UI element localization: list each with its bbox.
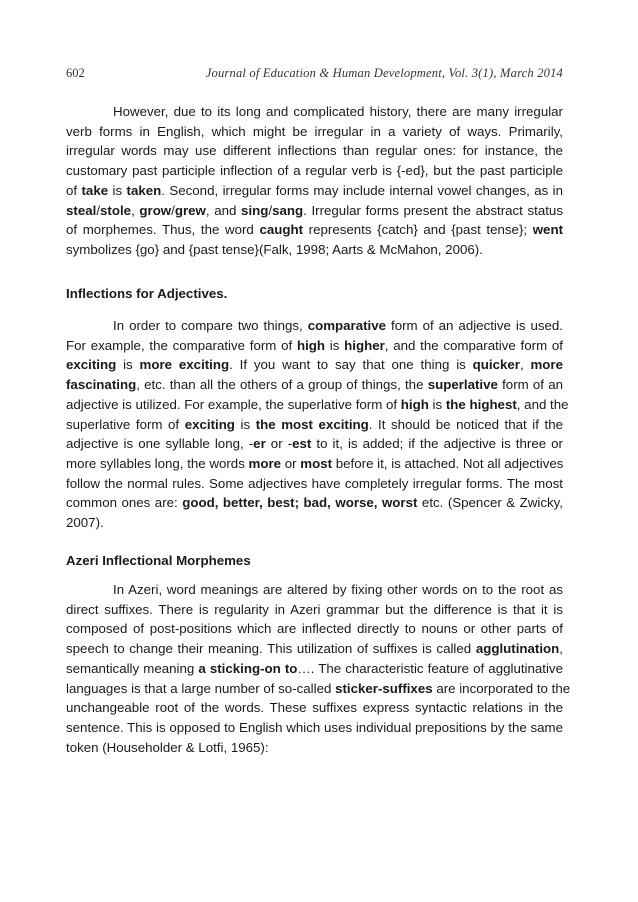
text-run: sentence. This is opposed to English which uses individual prepositions by the same bbox=[66, 719, 563, 735]
text-line bbox=[66, 102, 563, 122]
text-run: is bbox=[325, 337, 345, 353]
text-line bbox=[66, 454, 563, 474]
text-run: . Irregular forms present the abstract status bbox=[303, 202, 563, 218]
text-run: , and the comparative form of bbox=[384, 337, 563, 353]
bold-term: high bbox=[400, 396, 429, 412]
bold-term: grew bbox=[174, 202, 206, 218]
text-line bbox=[66, 220, 563, 240]
text-run: are incorporated to the bbox=[432, 680, 571, 696]
text-run: . Second, irregular forms may include internal vowel changes, as in bbox=[161, 182, 563, 198]
text-run: or bbox=[281, 455, 301, 471]
text-run: adjective is one syllable long, - bbox=[66, 436, 254, 452]
text-line bbox=[66, 659, 563, 679]
bold-term: steal bbox=[66, 202, 97, 218]
text-line bbox=[66, 161, 563, 181]
bold-term: superlative bbox=[427, 377, 498, 393]
text-run: etc. (Spencer & Zwicky, bbox=[417, 495, 563, 511]
text-line bbox=[66, 639, 563, 659]
bold-term: the highest bbox=[445, 396, 517, 412]
text-run: speech to change their meaning. This utilization of suffixes is called bbox=[66, 641, 476, 657]
bold-term: caught bbox=[259, 222, 304, 238]
bold-term: sing bbox=[241, 202, 269, 218]
text-run: direct suffixes. There is regularity in Azeri grammar but the difference is that it is bbox=[66, 601, 563, 617]
text-line bbox=[66, 395, 569, 415]
text-run: unchangeable root of the words. These suffixes express syntactic relations in the bbox=[66, 700, 563, 716]
text-run: , etc. than all the others of a group of things, the bbox=[136, 377, 428, 393]
bold-term: sticker-suffixes bbox=[335, 680, 433, 696]
text-run: In order to compare two things, bbox=[113, 318, 308, 333]
text-line bbox=[66, 513, 563, 533]
bold-term: more bbox=[248, 455, 282, 471]
text-line bbox=[66, 580, 563, 600]
text-run: is bbox=[428, 396, 446, 412]
text-run: token (Householder & Lotfi, 1965): bbox=[66, 739, 269, 755]
text-run: is bbox=[234, 416, 256, 432]
bold-term: stole bbox=[100, 202, 132, 218]
text-run: form of an adjective is used. bbox=[386, 318, 563, 333]
text-run: is bbox=[116, 357, 140, 373]
text-run: In Azeri, word meanings are altered by fixing other words on to the root as bbox=[113, 582, 563, 597]
text-run: 2007). bbox=[66, 515, 104, 531]
text-line bbox=[66, 122, 563, 142]
text-run: superlative form of bbox=[66, 416, 185, 432]
bold-term: agglutination bbox=[475, 641, 560, 657]
bold-term: quicker bbox=[472, 357, 520, 373]
text-line bbox=[66, 355, 563, 375]
bold-term: higher bbox=[344, 337, 385, 353]
text-line bbox=[66, 201, 563, 221]
running-header bbox=[66, 66, 563, 82]
text-run: represents {catch} and {past tense}; bbox=[303, 222, 533, 238]
text-run: form of an bbox=[497, 377, 564, 393]
text-run: . It should be noticed that if the bbox=[368, 416, 563, 432]
text-line bbox=[66, 738, 563, 758]
text-run: symbolizes {go} and {past tense}(Falk, 1998; Aarts & McMahon, 2006). bbox=[66, 241, 483, 257]
text-run: of bbox=[66, 182, 82, 198]
bold-term: went bbox=[532, 222, 564, 238]
bold-term: most bbox=[300, 455, 333, 471]
text-line bbox=[66, 434, 563, 454]
section-heading-azeri: Azeri Inflectional Morphemes bbox=[66, 553, 251, 568]
text-run: before it, is attached. Not all adjectives bbox=[332, 455, 564, 471]
text-run: semantically meaning bbox=[66, 660, 199, 676]
bold-term: the most exciting bbox=[255, 416, 369, 432]
bold-term: exciting bbox=[184, 416, 235, 432]
page-number: 602 bbox=[66, 66, 85, 80]
paragraph-azeri-morphemes bbox=[66, 580, 571, 757]
section-heading-adjectives: Inflections for Adjectives. bbox=[66, 286, 228, 301]
text-line bbox=[66, 600, 563, 620]
text-line bbox=[66, 375, 563, 395]
text-run: irregular words may use different inflections than regular ones: for instance, the bbox=[66, 143, 563, 159]
text-run: / bbox=[96, 202, 101, 218]
text-run: to it, is added; if the adjective is three or bbox=[311, 436, 563, 452]
text-run: , bbox=[131, 202, 140, 218]
bold-term: exciting bbox=[66, 357, 117, 373]
text-run: verb forms in English, which might be irregular in a variety of ways. Primarily, bbox=[66, 123, 563, 139]
bold-term: high bbox=[296, 337, 326, 353]
paragraph-adjectives bbox=[66, 316, 569, 533]
bold-term: a sticking-on to bbox=[198, 660, 298, 676]
text-line bbox=[66, 474, 563, 494]
bold-term: er bbox=[253, 436, 266, 452]
text-line bbox=[66, 679, 571, 699]
journal-title: Journal of Education & Human Development, Vol. 3(1), March 2014 bbox=[205, 66, 563, 80]
bold-term: est bbox=[292, 436, 312, 452]
text-line bbox=[66, 718, 563, 738]
text-run: adjective is utilized. For example, the superlative form of bbox=[66, 396, 401, 412]
text-run: , bbox=[559, 641, 563, 657]
bold-term: comparative bbox=[307, 318, 387, 333]
text-run: / bbox=[171, 202, 175, 218]
bold-term: good, better, best; bad, worse, worst bbox=[182, 495, 418, 511]
text-line bbox=[66, 181, 563, 201]
text-run: customary past participle inflection of a regular verb is {-ed}, but the past participle bbox=[66, 163, 563, 179]
text-line bbox=[66, 240, 563, 260]
text-line bbox=[66, 141, 563, 161]
bold-term: fascinating bbox=[66, 377, 137, 393]
paragraph-irregular-verbs bbox=[66, 102, 563, 260]
text-run: For example, the comparative form of bbox=[66, 337, 297, 353]
text-run: more syllables long, the words bbox=[66, 455, 249, 471]
text-line bbox=[66, 698, 563, 718]
text-run: of morphemes. Thus, the word bbox=[66, 222, 260, 238]
bold-term: taken bbox=[126, 182, 162, 198]
bold-term: sang bbox=[272, 202, 304, 218]
text-line bbox=[66, 619, 563, 639]
text-run: . If you want to say that one thing is bbox=[229, 357, 473, 373]
text-run: …. The characteristic feature of agglutinative bbox=[297, 660, 563, 676]
bold-term: take bbox=[81, 182, 109, 198]
text-line bbox=[66, 336, 563, 356]
text-run: common ones are: bbox=[66, 495, 183, 511]
text-line bbox=[66, 415, 563, 435]
text-run: or - bbox=[265, 436, 293, 452]
text-run: However, due to its long and complicated history, there are many irregular bbox=[113, 104, 563, 119]
text-run: / bbox=[268, 202, 273, 218]
bold-term: more bbox=[530, 357, 563, 373]
text-run: , and bbox=[205, 202, 242, 218]
text-run: composed of post-positions which are inflected directly to nouns or other parts of bbox=[66, 621, 563, 637]
bold-term: more exciting bbox=[139, 357, 230, 373]
text-run: , and the bbox=[516, 396, 569, 412]
bold-term: grow bbox=[139, 202, 172, 218]
text-line bbox=[66, 493, 563, 513]
text-run: is bbox=[108, 182, 127, 198]
text-run: follow the normal rules. Some adjectives have completely irregular forms. The most bbox=[66, 475, 563, 491]
text-run: languages is that a large number of so-called bbox=[66, 680, 336, 696]
text-line bbox=[66, 316, 563, 336]
text-run: , bbox=[519, 357, 531, 373]
